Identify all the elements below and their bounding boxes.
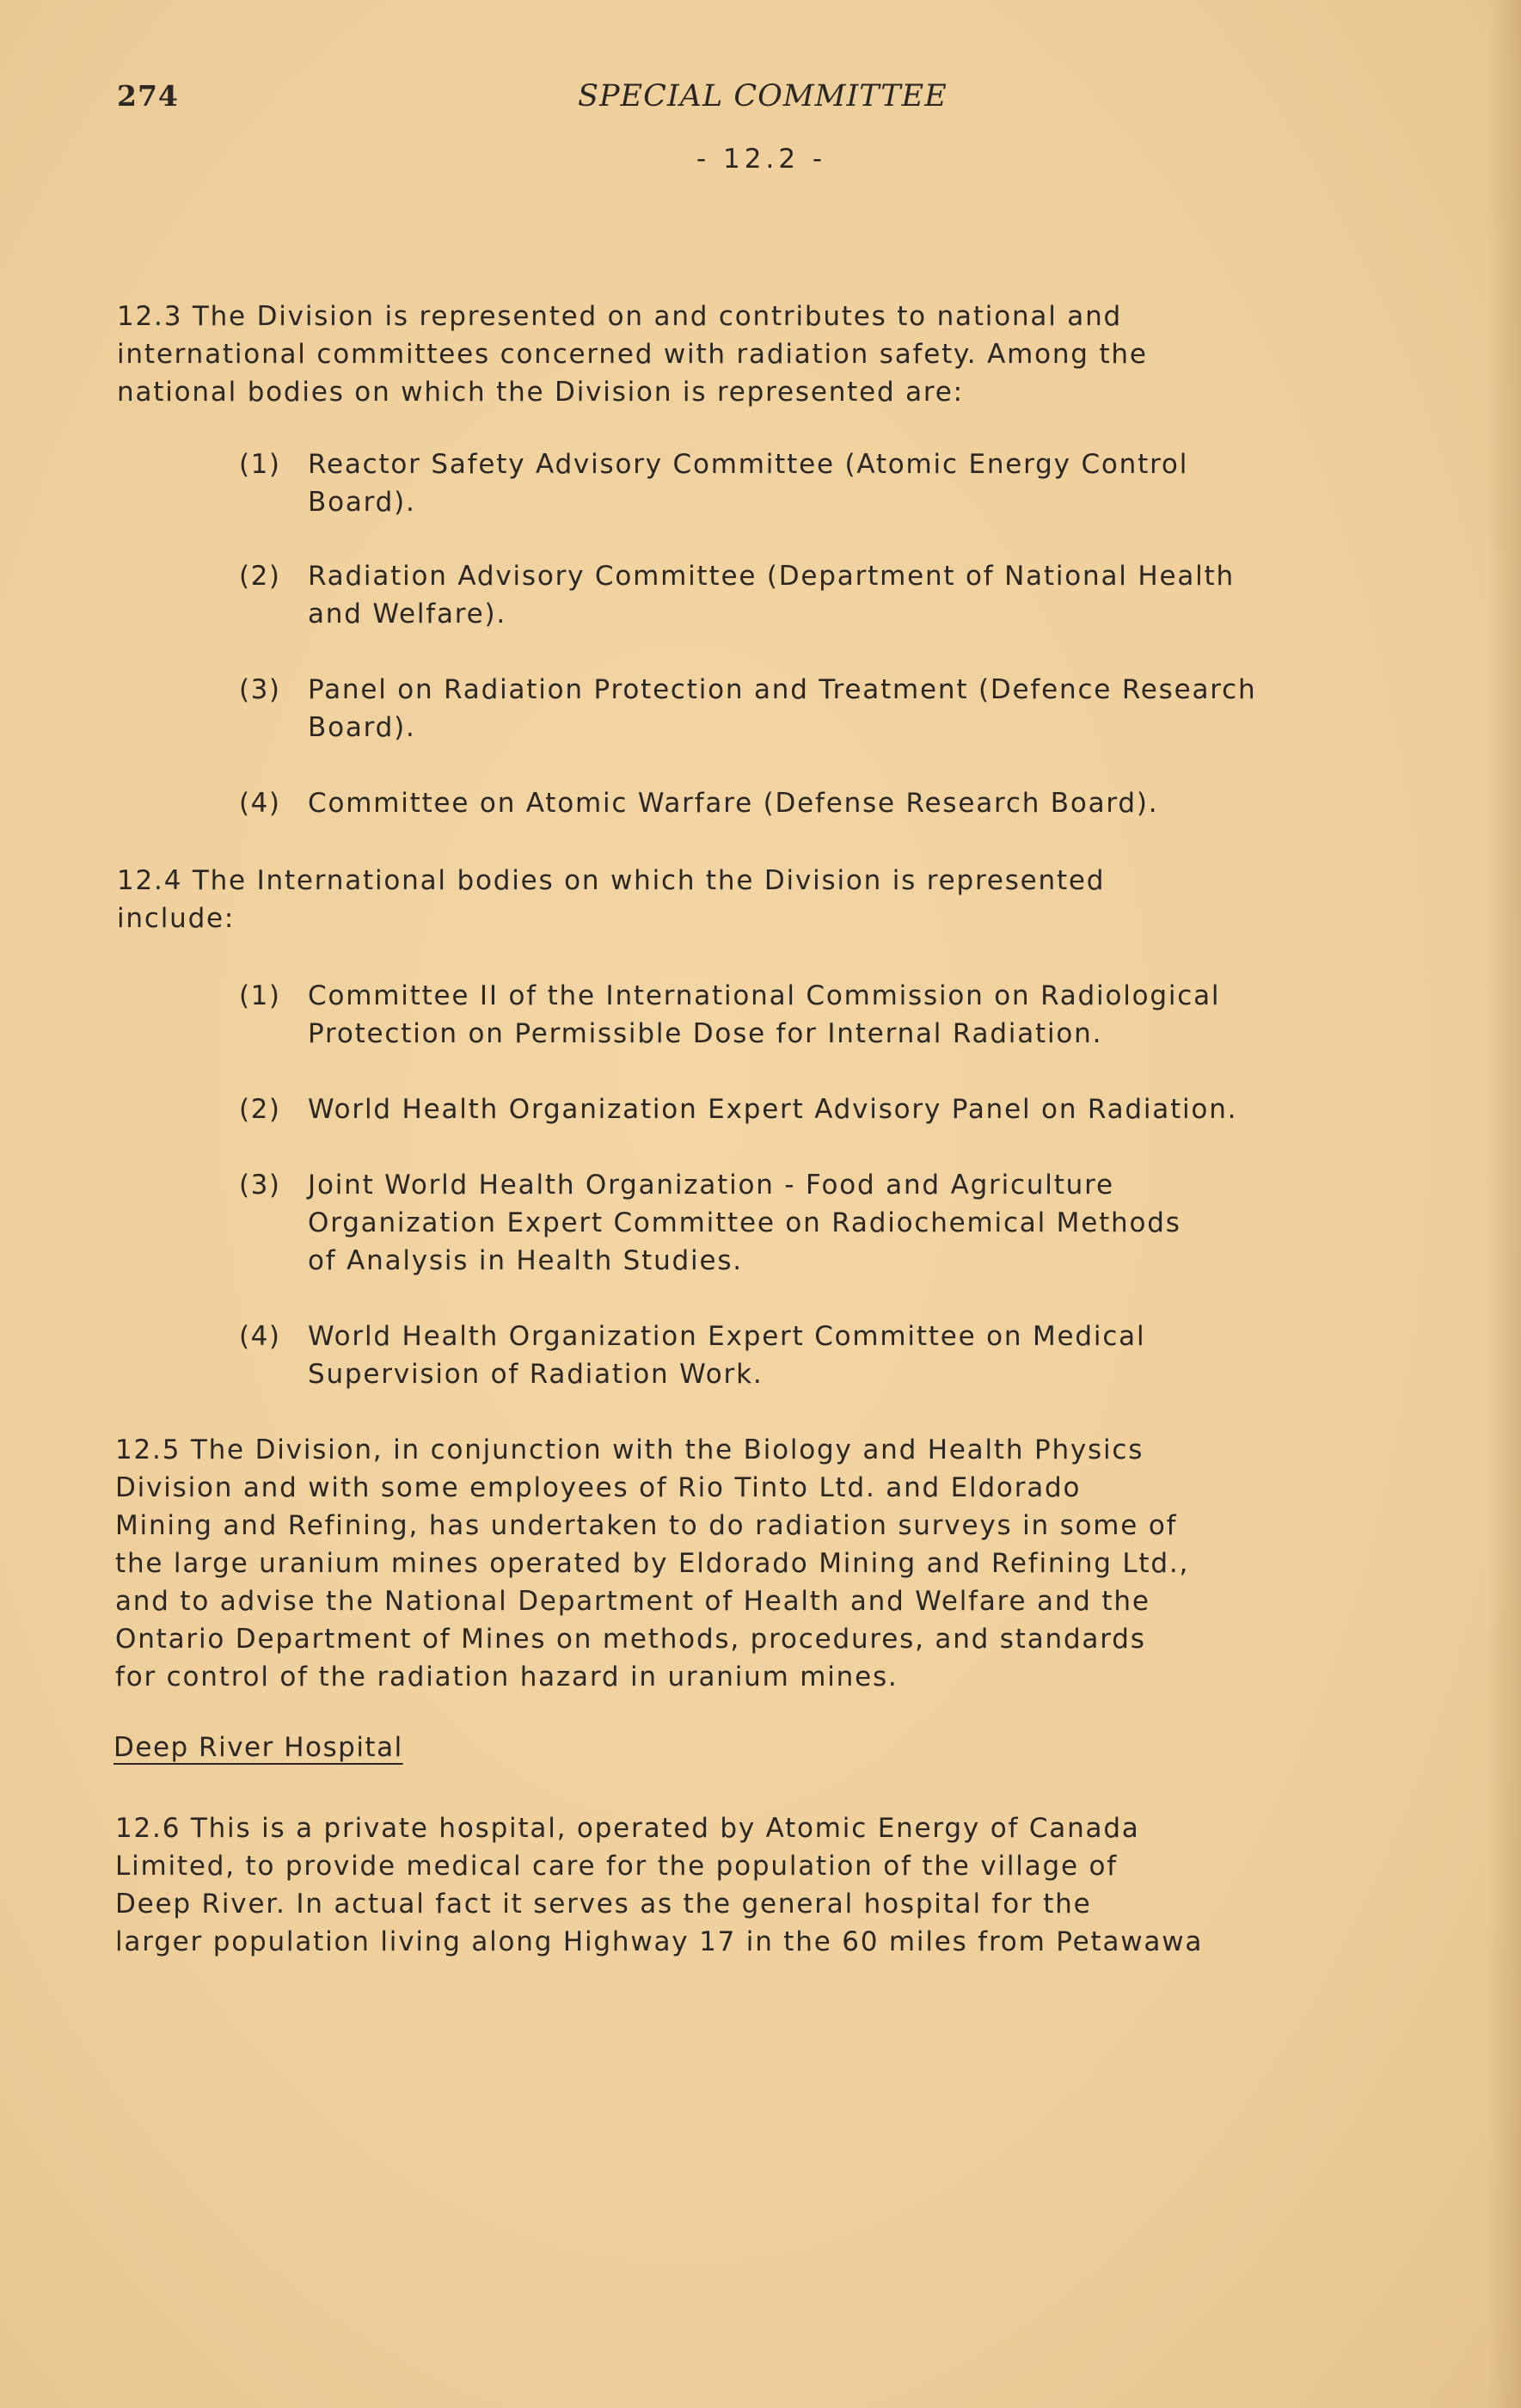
list-item-number: (4) — [239, 788, 281, 819]
paragraph-line: 12.3 The Division is represented on and contributes to national and — [117, 301, 1123, 332]
list-item — [308, 557, 1235, 633]
list-item — [308, 1318, 1145, 1393]
page-edge-shadow — [1487, 0, 1521, 2408]
list-item-number: (1) — [239, 980, 281, 1011]
paragraph-line: Mining and Refining, has undertaken to do radiation surveys in some of — [115, 1510, 1178, 1541]
list-item — [308, 784, 1158, 822]
paragraph-line: national bodies on which the Division is represented are: — [117, 377, 964, 408]
paragraph-line: Ontario Department of Mines on methods, procedures, and standards — [115, 1624, 1146, 1655]
list-item-line: Supervision of Radiation Work. — [308, 1359, 764, 1390]
list-item-line: Committee on Atomic Warfare (Defense Research Board). — [308, 788, 1159, 819]
paragraph-line: Deep River. In actual fact it serves as the general hospital for the — [115, 1889, 1092, 1920]
list-item-line: Joint World Health Organization - Food and Agriculture — [308, 1170, 1114, 1201]
list-item-number: (3) — [239, 1170, 281, 1201]
paragraph-line: international committees concerned with radiation safety. Among the — [117, 339, 1148, 370]
list-item — [308, 1166, 1181, 1280]
paragraph-line: and to advise the National Department of Health and Welfare and the — [115, 1586, 1150, 1617]
list-item-number: (2) — [239, 1094, 281, 1125]
paragraph-line: the large uranium mines operated by Eldorado Mining and Refining Ltd., — [115, 1548, 1190, 1579]
paragraph-line: Division and with some employees of Rio Tinto Ltd. and Eldorado — [115, 1472, 1082, 1503]
list-item-number: (1) — [239, 449, 281, 480]
list-item-line: World Health Organization Expert Advisory Panel on Radiation. — [308, 1094, 1238, 1125]
section-heading: Deep River Hospital — [113, 1732, 403, 1763]
list-item-line: Organization Expert Committee on Radiochemical Methods — [308, 1207, 1181, 1238]
paragraph-line: for control of the radiation hazard in uranium mines. — [115, 1662, 898, 1692]
list-item-line: Radiation Advisory Committee (Department of National Health — [308, 561, 1235, 592]
list-item-line: World Health Organization Expert Committee on Medical — [308, 1321, 1146, 1352]
list-item — [308, 1090, 1237, 1128]
list-item-number: (4) — [239, 1321, 281, 1352]
list-item-line: Board). — [308, 712, 416, 743]
list-item-line: Reactor Safety Advisory Committee (Atomic Energy Control — [308, 449, 1189, 480]
list-item-line: Committee II of the International Commission on Radiological — [308, 980, 1221, 1011]
page-number: 274 — [117, 79, 179, 113]
paragraph-12-4 — [117, 862, 1105, 937]
paragraph-12-5 — [115, 1431, 1189, 1696]
list-item-line: and Welfare). — [308, 599, 507, 630]
running-title: SPECIAL COMMITTEE — [578, 79, 948, 114]
paragraph-line: larger population living along Highway 17 in the 60 miles from Petawawa — [115, 1926, 1204, 1957]
paragraph-line: Limited, to provide medical care for the population of the village of — [115, 1851, 1118, 1882]
list-item-line: Board). — [308, 487, 416, 518]
list-item — [308, 671, 1256, 746]
list-item-number: (2) — [239, 561, 281, 592]
list-item — [308, 977, 1220, 1053]
list-item — [308, 445, 1188, 521]
list-item-line: Protection on Permissible Dose for Internal Radiation. — [308, 1018, 1103, 1049]
sub-page-number: - 12.2 - — [696, 144, 827, 175]
paragraph-12-3 — [117, 298, 1148, 411]
paragraph-12-6 — [115, 1809, 1203, 1961]
list-item-line: Panel on Radiation Protection and Treatment (Defence Research — [308, 674, 1257, 705]
list-item-line: of Analysis in Health Studies. — [308, 1245, 743, 1276]
paragraph-line: 12.5 The Division, in conjunction with the Biology and Health Physics — [115, 1434, 1144, 1465]
paragraph-line: include: — [117, 903, 236, 934]
paragraph-line: 12.6 This is a private hospital, operated by Atomic Energy of Canada — [115, 1813, 1140, 1844]
list-item-number: (3) — [239, 674, 281, 705]
paragraph-line: 12.4 The International bodies on which the Division is represented — [117, 865, 1106, 896]
